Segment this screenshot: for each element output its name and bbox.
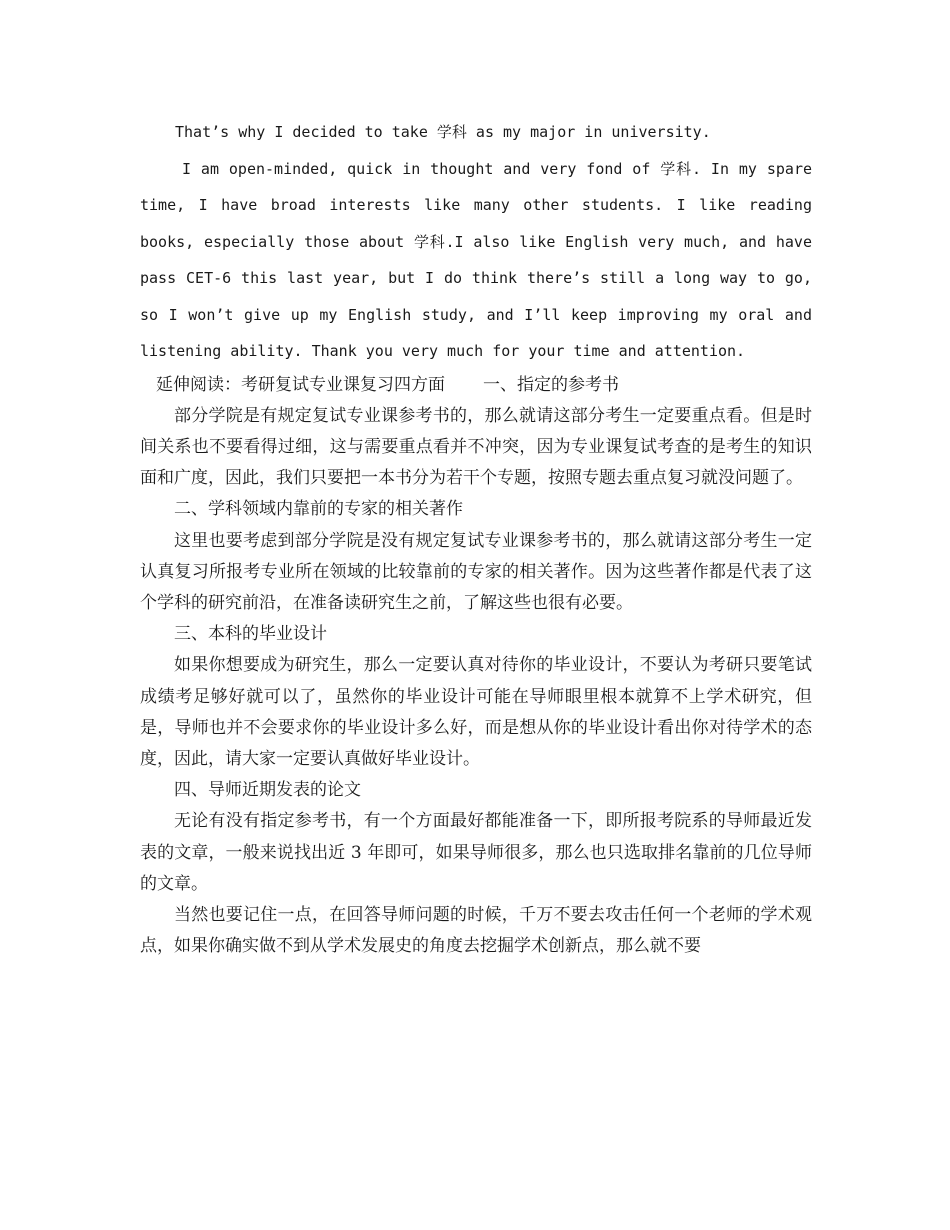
section-1-heading: 一、指定的参考书: [483, 374, 619, 395]
section-4-body-1: 无论有没有指定参考书，有一个方面最好都能准备一下，即所报考院系的导师最近发表的文章，一般来说找出近 3 年即可，如果导师很多，那么也只选取排名靠前的几位导师的文章。: [140, 811, 812, 894]
english-paragraph-self-intro: I am open-minded, quick in thought and very fond of 学科. In my spare time, I have broad interests like many other students. I like reading books, especially those about 学科.I also like English very much, and have pass CET-6 this last year, but I do think there’s still a long way to go, so I won’t give up my English study, and I’ll keep improving my oral and listening ability. Thank you very much for your time and attention.: [140, 159, 812, 360]
section-2-heading: 二、学科领域内靠前的专家的相关著作: [174, 499, 463, 520]
section-3-heading: 三、本科的毕业设计: [174, 624, 327, 645]
extended-reading-section: [140, 370, 812, 963]
section-2-body: 这里也要考虑到部分学院是没有规定复试专业课参考书的，那么就请这部分考生一定认真复习所报考专业所在领域的比较靠前的专家的相关著作。因为这些著作都是代表了这个学科的研究前沿，在准备读研究生之前，了解这些也很有必要。: [140, 530, 812, 613]
section-1-body: 部分学院是有规定复试专业课参考书的，那么就请这部分考生一定要重点看。但是时间关系也不要看得过细，这与需要重点看并不冲突，因为专业课复试考查的是考生的知识面和广度，因此，我们只要把一本书分为若干个专题，按照专题去重点复习就没问题了。: [140, 405, 812, 489]
section-4-heading: 四、导师近期发表的论文: [174, 780, 361, 801]
page-content: [140, 114, 812, 962]
extended-reading-label: 延伸阅读：考研复试专业课复习四方面: [156, 374, 445, 395]
section-4-body-2: 当然也要记住一点，在回答导师问题的时候，千万不要去攻击任何一个老师的学术观点，如果你确实做不到从学术发展史的角度去挖掘学术创新点，那么就不要: [140, 904, 812, 957]
english-section: [140, 114, 812, 370]
section-3-body: 如果你想要成为研究生，那么一定要认真对待你的毕业设计，不要认为考研只要笔试成绩考足够好就可以了，虽然你的毕业设计可能在导师眼里根本就算不上学术研究，但是，导师也并不会要求你的毕业设计多么好，而是想从你的毕业设计看出你对待学术的态度，因此，请大家一定要认真做好毕业设计。: [140, 655, 812, 769]
extended-reading-lead: [140, 370, 812, 401]
english-paragraph-major: That’s why I decided to take 学科 as my major in university.: [175, 123, 711, 141]
